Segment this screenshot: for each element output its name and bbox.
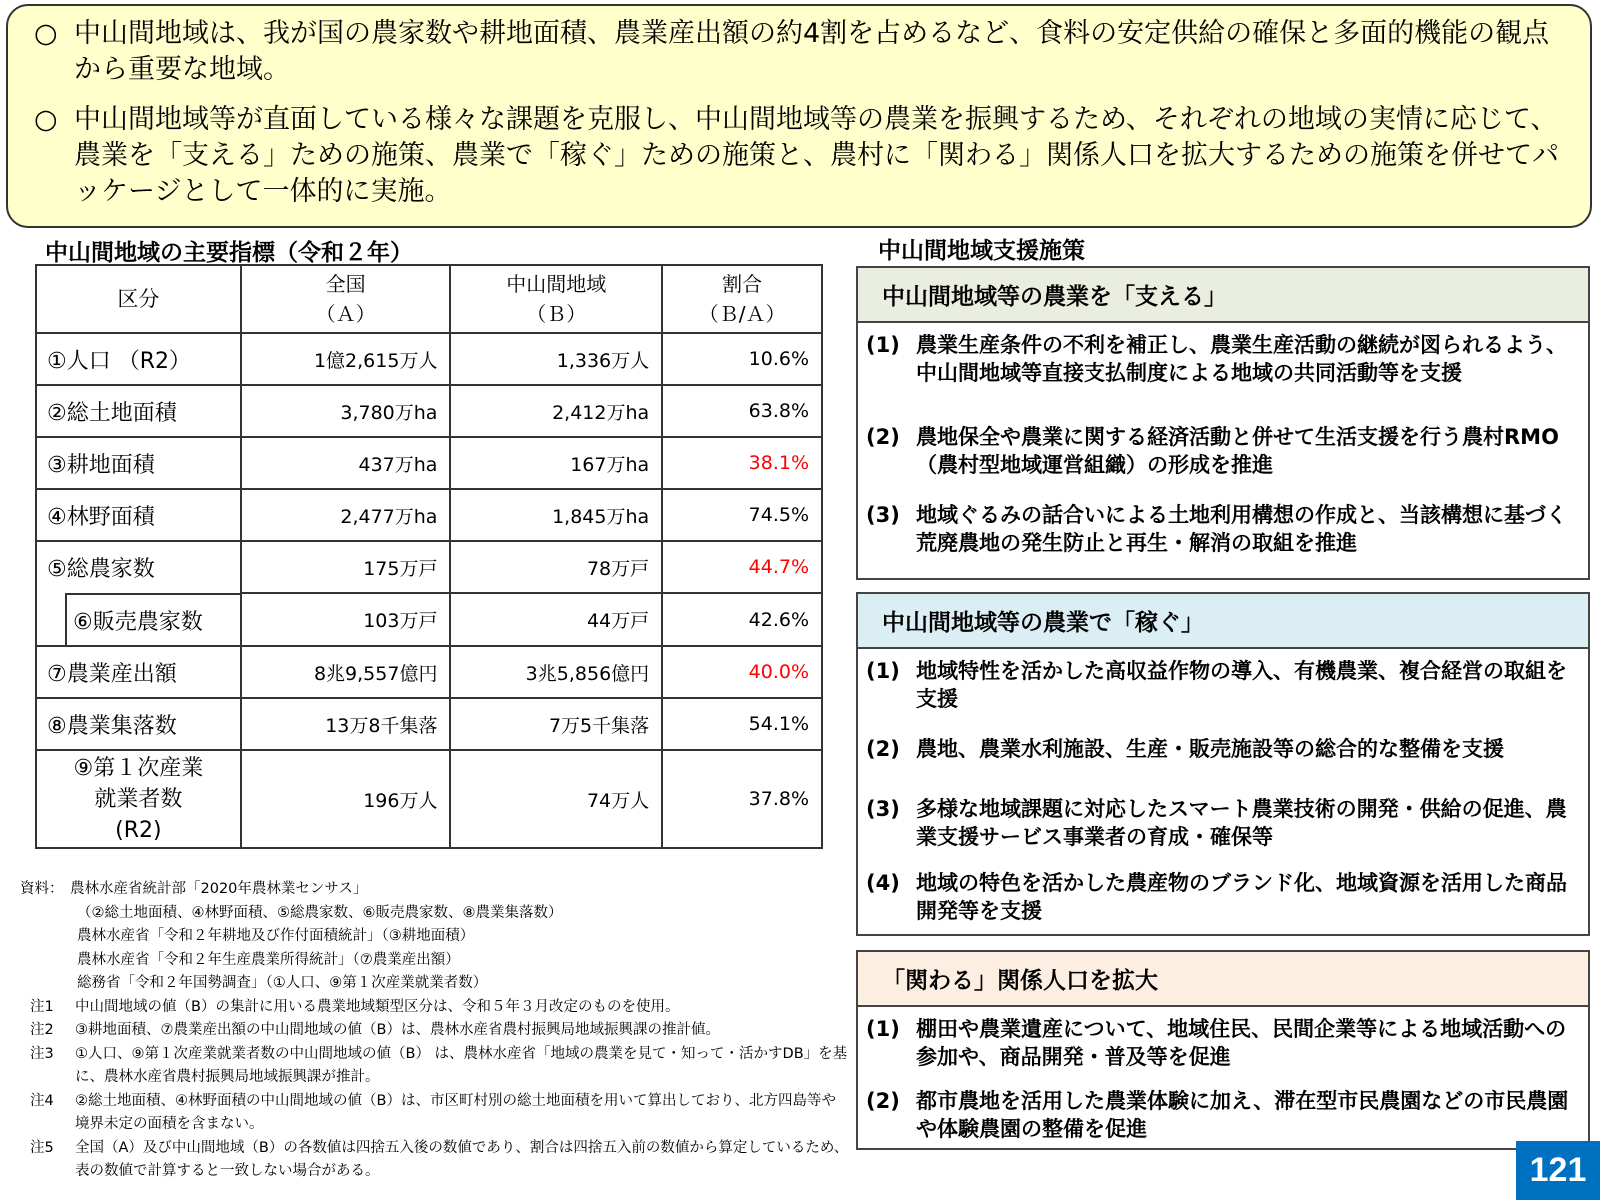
- note-body: 全国（A）及び中山間地域（B）の各数値は四捨五入後の数値であり、割合は四捨五入前の数値から算定しているため、表の数値で計算すると一致しない場合がある。: [75, 1139, 849, 1179]
- table-header-row: [36, 265, 822, 333]
- note-item: [20, 1137, 850, 1184]
- note-body: ①人口、⑨第１次産業就業者数の中山間地域の値（B） は、農林水産省「地域の農業を見て・知って・活かすDB」を基に、農林水産省農村振興局地域振興課が推計。: [75, 1045, 848, 1085]
- note-item: [20, 996, 850, 1020]
- policies-title: 中山間地域支援施策: [878, 238, 1085, 264]
- summary-paragraph-2: [34, 102, 1570, 210]
- row-national-value: 196万人: [241, 750, 451, 848]
- row-label: ⑦農業産出額: [36, 646, 241, 698]
- table-title: 中山間地域の主要指標（令和２年）: [45, 240, 413, 266]
- table-row: [36, 333, 822, 385]
- policy-items: [858, 1007, 1588, 1143]
- header-chusankan: [450, 265, 662, 333]
- row-label-line-3: (R2): [115, 817, 162, 843]
- policy-item-text: 地域ぐるみの話合いによる土地利用構想の作成と、当該構想に基づく荒廃農地の発生防止と再生・解消の取組を推進: [916, 503, 1567, 555]
- policy-item: [866, 423, 1578, 479]
- sub-row-indent: [37, 593, 67, 645]
- table-row: [36, 541, 822, 593]
- row-label: ①人口 （R2）: [36, 333, 241, 385]
- source-line: 農林水産省統計部「2020年農林業センサス」: [70, 881, 368, 897]
- row-national-value: 8兆9,557億円: [241, 646, 451, 698]
- policy-item-number: (1): [866, 1017, 900, 1041]
- summary-paragraph-1: [34, 16, 1570, 88]
- header-national: [241, 265, 451, 333]
- source-line: 総務省「令和２年国勢調査」（①人口、⑨第１次産業就業者数）: [77, 975, 488, 991]
- header-kubun: 区分: [36, 265, 241, 333]
- row-national-value: 103万戸: [241, 593, 451, 646]
- table-row: [36, 593, 822, 646]
- source-row: [20, 878, 850, 902]
- table-row: [36, 385, 822, 437]
- row-ratio-value-highlight: 40.0%: [662, 646, 822, 698]
- source-head: 資料：: [20, 881, 64, 897]
- policy-item-text: 都市農地を活用した農業体験に加え、滞在型市民農園などの市民農園や体験農園の整備を促進: [916, 1089, 1569, 1141]
- policy-item-number: (3): [866, 797, 900, 821]
- row-national-value: 3,780万ha: [241, 385, 451, 437]
- row-chusankan-value: 3兆5,856億円: [450, 646, 662, 698]
- policy-item-number: (3): [866, 503, 900, 527]
- policy-item-number: (2): [866, 737, 900, 761]
- policy-item-text: 農業生産条件の不利を補正し、農業生産活動の継続が図られるよう、中山間地域等直接支払制度による地域の共同活動等を支援: [916, 333, 1567, 385]
- note-item: [20, 1019, 850, 1043]
- policy-item: [866, 331, 1578, 387]
- policy-item-number: (1): [866, 333, 900, 357]
- note-body: ③耕地面積、⑦農業産出額の中山間地域の値（B）は、農林水産省農村振興局地域振興課の推計値。: [75, 1022, 720, 1038]
- source-line: 農林水産省「令和２年耕地及び作付面積統計」（③耕地面積）: [77, 928, 475, 944]
- source-notes: [20, 878, 850, 1184]
- policy-item-number: (2): [866, 425, 900, 449]
- row-label-line-1: ⑨第１次産業: [73, 755, 204, 781]
- sub-row-wrapper: [37, 593, 240, 645]
- row-label: ⑥販売農家数: [67, 593, 240, 645]
- note-item: [20, 1090, 850, 1137]
- policy-box-earn: [856, 592, 1590, 936]
- row-ratio-value-highlight: 38.1%: [662, 437, 822, 489]
- table-row: [36, 646, 822, 698]
- row-chusankan-value: 7万5千集落: [450, 698, 662, 750]
- policy-item-number: (4): [866, 871, 900, 895]
- row-national-value: 1億2,615万人: [241, 333, 451, 385]
- row-ratio-value: 42.6%: [662, 593, 822, 646]
- summary-text-2: 中山間地域等が直面している様々な課題を克服し、中山間地域等の農業を振興するため、それぞれの地域の実情に応じて、農業を「支える」ための施策、農業で「稼ぐ」ための施策と、農村に「関わる」関係人口を拡大するための施策を併せてパッケージとして一体的に実施。: [74, 104, 1559, 207]
- note-head: 注4: [30, 1092, 54, 1109]
- bullet-circle-icon: ○: [34, 104, 58, 135]
- row-national-value: 13万8千集落: [241, 698, 451, 750]
- policy-items: [858, 323, 1588, 557]
- policy-item: [866, 657, 1578, 713]
- summary-box: [6, 4, 1592, 228]
- policy-heading-support: 中山間地域等の農業を「支える」: [858, 268, 1588, 323]
- note-body: 中山間地域の値（B）の集計に用いる農業地域類型区分は、令和５年３月改定のものを使用。: [75, 998, 680, 1015]
- row-label: [36, 750, 241, 848]
- header-ratio-sub: （Ｂ/Ａ）: [698, 302, 786, 326]
- source-line: 農林水産省「令和２年生産農業所得統計」（⑦農業産出額）: [77, 951, 460, 968]
- policy-item: [866, 1015, 1578, 1071]
- row-ratio-value: 63.8%: [662, 385, 822, 437]
- policy-item-number: (1): [866, 659, 900, 683]
- header-chusankan-label: 中山間地域: [506, 272, 607, 296]
- source-line: （②総土地面積、④林野面積、⑤総農家数、⑥販売農家数、⑧農業集落数）: [77, 904, 563, 921]
- row-label: ②総土地面積: [36, 385, 241, 437]
- policy-item-number: (2): [866, 1089, 900, 1113]
- row-chusankan-value: 2,412万ha: [450, 385, 662, 437]
- policy-item-text: 地域の特色を活かした農産物のブランド化、地域資源を活用した商品開発等を支援: [916, 871, 1567, 923]
- policy-box-engage: [856, 950, 1590, 1150]
- policy-items: [858, 649, 1588, 925]
- row-label: ④林野面積: [36, 489, 241, 541]
- summary-text-1: 中山間地域は、我が国の農家数や耕地面積、農業産出額の約4割を占めるなど、食料の安定供給の確保と多面的機能の観点から重要な地域。: [74, 18, 1550, 85]
- policy-item-text: 農地、農業水利施設、生産・販売施設等の総合的な整備を支援: [916, 737, 1504, 761]
- policy-item: [866, 735, 1578, 763]
- policy-item: [866, 795, 1578, 851]
- policy-item-text: 多様な地域課題に対応したスマート農業技術の開発・供給の促進、農業支援サービス事業者の育成・確保等: [916, 797, 1567, 849]
- row-chusankan-value: 1,336万人: [450, 333, 662, 385]
- row-ratio-value: 54.1%: [662, 698, 822, 750]
- row-chusankan-value: 74万人: [450, 750, 662, 848]
- row-chusankan-value: 78万戸: [450, 541, 662, 593]
- row-ratio-value-highlight: 44.7%: [662, 541, 822, 593]
- table-row: [36, 437, 822, 489]
- row-national-value: 175万戸: [241, 541, 451, 593]
- policy-item: [866, 501, 1578, 557]
- table-row: [36, 750, 822, 848]
- indicators-table: [35, 264, 823, 849]
- row-label: ⑧農業集落数: [36, 698, 241, 750]
- table-row: [36, 698, 822, 750]
- row-label-line-2: 就業者数: [94, 786, 183, 812]
- row-label: ③耕地面積: [36, 437, 241, 489]
- policy-item-text: 棚田や農業遺産について、地域住民、民間企業等による地域活動への参加や、商品開発・普及等を促進: [916, 1017, 1567, 1069]
- header-national-label: 全国: [325, 272, 366, 296]
- page-number-badge: 121: [1516, 1141, 1600, 1200]
- row-chusankan-value: 44万戸: [450, 593, 662, 646]
- note-head: 注2: [30, 1022, 54, 1038]
- policy-heading-engage: 「関わる」関係人口を拡大: [858, 952, 1588, 1007]
- bullet-circle-icon: ○: [34, 18, 58, 49]
- row-chusankan-value: 167万ha: [450, 437, 662, 489]
- row-chusankan-value: 1,845万ha: [450, 489, 662, 541]
- note-head: 注1: [30, 998, 54, 1015]
- row-label-sub: [36, 593, 241, 646]
- policy-item-text: 農地保全や農業に関する経済活動と併せて生活支援を行う農村RMO（農村型地域運営組織）の形成を推進: [916, 425, 1559, 477]
- policy-heading-earn: 中山間地域等の農業で「稼ぐ」: [858, 594, 1588, 649]
- row-ratio-value: 10.6%: [662, 333, 822, 385]
- policy-item-text: 地域特性を活かした高収益作物の導入、有機農業、複合経営の取組を支援: [916, 659, 1567, 711]
- row-ratio-value: 37.8%: [662, 750, 822, 848]
- note-head: 注5: [30, 1139, 54, 1156]
- header-ratio-label: 割合: [722, 272, 763, 296]
- header-ratio: [662, 265, 822, 333]
- note-body: ②総土地面積、④林野面積の中山間地域の値（B）は、市区町村別の総土地面積を用いて算出しており、北方四島等や境界未定の面積を含まない。: [75, 1092, 836, 1132]
- policy-item: [866, 869, 1578, 925]
- table-row: [36, 489, 822, 541]
- policy-box-support: [856, 266, 1590, 580]
- note-head: 注3: [30, 1045, 54, 1062]
- row-national-value: 437万ha: [241, 437, 451, 489]
- row-ratio-value: 74.5%: [662, 489, 822, 541]
- header-chusankan-sub: （Ｂ）: [526, 302, 587, 326]
- note-item: [20, 1043, 850, 1090]
- header-national-sub: （Ａ）: [315, 302, 376, 326]
- row-national-value: 2,477万ha: [241, 489, 451, 541]
- row-label: ⑤総農家数: [36, 541, 241, 593]
- policy-item: [866, 1087, 1578, 1143]
